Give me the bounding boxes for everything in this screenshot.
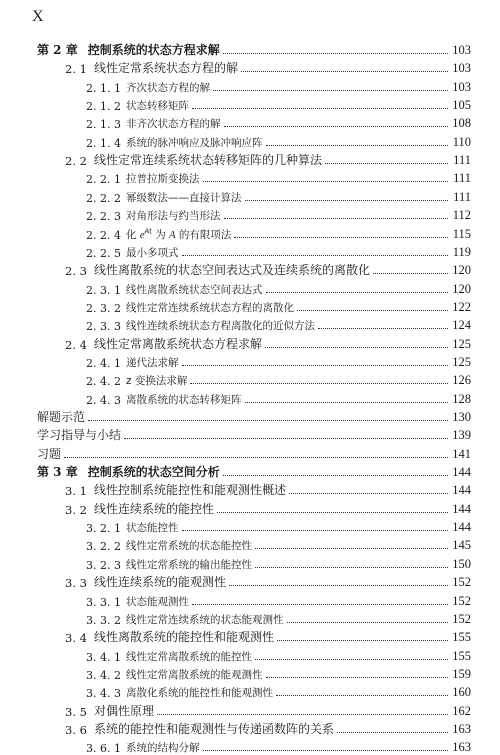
toc-entry-number: 3. 6 bbox=[65, 722, 87, 737]
dot-leader bbox=[182, 255, 449, 256]
toc-entry-title: 系统的脉冲响应及脉冲响应阵 bbox=[126, 136, 263, 149]
toc-page-number: 119 bbox=[452, 244, 471, 259]
toc-entry[interactable] bbox=[0, 113, 500, 131]
toc-entry-number: 3. 4. 1 bbox=[86, 650, 121, 664]
toc-entry[interactable] bbox=[0, 58, 500, 76]
toc-part[interactable] bbox=[0, 444, 500, 462]
toc-entry-number: 2. 4 bbox=[65, 337, 87, 352]
toc-entry-title: 非齐次状态方程的解 bbox=[126, 118, 221, 131]
toc-page-number: 152 bbox=[452, 611, 471, 626]
dot-leader bbox=[289, 493, 448, 494]
toc-entry[interactable] bbox=[0, 591, 500, 609]
toc-entry-title: 状态转移矩阵 bbox=[126, 100, 189, 113]
toc-entry-title: 学习指导与小结 bbox=[37, 428, 122, 443]
toc-entry[interactable] bbox=[0, 389, 500, 407]
toc-entry-number: 2. 2. 2 bbox=[86, 191, 121, 205]
toc-entry-number: 3. 2. 3 bbox=[86, 558, 121, 572]
dot-leader bbox=[229, 585, 448, 586]
dot-leader bbox=[277, 640, 448, 641]
toc-entry[interactable] bbox=[0, 701, 500, 719]
toc-page-number: 155 bbox=[452, 648, 471, 663]
toc-entry-number: 2. 3. 2 bbox=[86, 301, 121, 315]
dot-leader bbox=[64, 457, 448, 458]
dot-leader bbox=[255, 548, 448, 549]
toc-page-number: 144 bbox=[452, 520, 471, 535]
toc-page-number: 110 bbox=[452, 134, 471, 149]
dot-leader bbox=[297, 310, 448, 311]
dot-leader bbox=[318, 328, 448, 329]
toc-entry-number: 2. 2. 1 bbox=[86, 173, 121, 187]
dot-leader bbox=[190, 383, 448, 384]
toc-page-number: 163 bbox=[452, 740, 471, 755]
toc-entry-number: 3. 2 bbox=[65, 502, 87, 517]
toc-entry[interactable] bbox=[0, 499, 500, 517]
dot-leader bbox=[203, 750, 449, 751]
toc-entry-title: 线性离散系统的状态空间表达式及连续系统的离散化 bbox=[93, 263, 370, 278]
dot-leader bbox=[213, 90, 448, 91]
dot-leader bbox=[88, 420, 448, 421]
toc-entry[interactable] bbox=[0, 682, 500, 700]
dot-leader bbox=[266, 677, 449, 678]
toc-entry-number: 2. 1 bbox=[65, 62, 87, 77]
toc-entry[interactable] bbox=[0, 224, 500, 242]
toc-entry-number: 3. 2. 1 bbox=[86, 522, 121, 536]
toc-page-number: 160 bbox=[452, 685, 471, 700]
toc-page-number: 150 bbox=[452, 556, 471, 571]
dot-leader bbox=[266, 292, 449, 293]
toc-entry[interactable] bbox=[0, 609, 500, 627]
toc-entry-title: 线性定常系统状态方程的解 bbox=[93, 61, 238, 76]
toc-entry[interactable] bbox=[0, 480, 500, 498]
toc-page-number: 103 bbox=[452, 61, 471, 76]
toc-entry-title: 线性定常连续系统的状态能观测性 bbox=[126, 613, 284, 626]
toc-page-number: 155 bbox=[452, 630, 471, 645]
dot-leader bbox=[234, 237, 448, 238]
toc-entry[interactable] bbox=[0, 554, 500, 572]
toc-entry[interactable] bbox=[0, 627, 500, 645]
dot-leader bbox=[192, 108, 448, 109]
toc-page-number: 120 bbox=[452, 281, 471, 296]
toc-page-number: 144 bbox=[452, 501, 471, 516]
toc-entry-title: 线性连续系统的能观测性 bbox=[93, 575, 226, 590]
dot-leader bbox=[223, 53, 448, 54]
toc-part[interactable] bbox=[0, 425, 500, 443]
toc-entry-number: 3. 2. 2 bbox=[86, 540, 121, 554]
toc-entry[interactable] bbox=[0, 297, 500, 315]
toc-entry-title: 幂级数法——直接计算法 bbox=[126, 191, 242, 204]
toc-entry-title: 线性离散系统的能控性和能观测性 bbox=[93, 630, 274, 645]
toc-part[interactable] bbox=[0, 407, 500, 425]
toc-entry-title: 系统的能控性和能观测性与传递函数阵的关系 bbox=[93, 721, 334, 736]
toc-page-number: 139 bbox=[452, 428, 471, 443]
toc-entry-title: 解题示范 bbox=[37, 410, 86, 424]
toc-page-number: 105 bbox=[452, 98, 471, 113]
toc-entry-title: z 变换法求解 bbox=[126, 375, 188, 388]
toc-entry[interactable] bbox=[0, 205, 500, 223]
toc-entry[interactable] bbox=[0, 334, 500, 352]
dot-leader bbox=[217, 512, 448, 513]
toc-entry-title: 齐次状态方程的解 bbox=[126, 81, 210, 94]
dot-leader bbox=[182, 530, 449, 531]
toc-entry-number: 3. 6. 1 bbox=[86, 742, 121, 755]
toc-page-number: 163 bbox=[452, 721, 471, 736]
toc-entry-title: 线性定常系统的状态能控性 bbox=[126, 540, 252, 553]
toc-entry-number: 2. 2 bbox=[65, 154, 87, 169]
toc-entry-number: 2. 3. 1 bbox=[86, 283, 121, 297]
toc-entry[interactable] bbox=[0, 352, 500, 370]
toc-entry-title: 化 $e^{At}$ 为 A 的有限项法 bbox=[126, 227, 232, 241]
toc-entry-title: 线性控制系统能控性和能观测性概述 bbox=[93, 483, 286, 498]
toc-entry-number: 3. 5 bbox=[65, 704, 87, 719]
toc-entry[interactable] bbox=[0, 187, 500, 205]
toc-entry-number: 2. 1. 2 bbox=[86, 100, 121, 114]
dot-leader bbox=[325, 163, 448, 164]
toc-entry[interactable] bbox=[0, 646, 500, 664]
toc-page-number: 159 bbox=[452, 666, 471, 681]
toc-entry-number: 3. 4. 2 bbox=[86, 668, 121, 682]
dot-leader bbox=[124, 438, 448, 439]
toc-entry-title: 最小多项式 bbox=[126, 246, 179, 259]
toc-entry-number: 2. 1. 4 bbox=[86, 136, 121, 150]
dot-leader bbox=[245, 402, 449, 403]
toc-page-number: 111 bbox=[453, 153, 471, 168]
toc-entry[interactable] bbox=[0, 95, 500, 113]
toc-entry[interactable] bbox=[0, 517, 500, 535]
toc-entry-title: 递代法求解 bbox=[126, 356, 179, 369]
toc-chapter[interactable] bbox=[0, 40, 500, 58]
toc-entry[interactable] bbox=[0, 737, 500, 755]
page-number-header: X bbox=[32, 8, 44, 25]
toc-entry-number: 2. 2. 4 bbox=[86, 228, 121, 242]
toc-entry-title: 控制系统的状态空间分析 bbox=[87, 465, 220, 480]
toc-entry-title: 状态能控性 bbox=[126, 522, 179, 535]
toc-page-number: 141 bbox=[452, 446, 471, 461]
toc-page-number: 144 bbox=[452, 483, 471, 498]
toc-entry-number: 2. 1. 3 bbox=[86, 118, 121, 132]
toc-entry-number: 3. 4 bbox=[65, 631, 87, 646]
toc-entry-title: 习题 bbox=[37, 446, 62, 461]
toc-entry[interactable] bbox=[0, 77, 500, 95]
dot-leader bbox=[287, 622, 449, 623]
dot-leader bbox=[255, 659, 448, 660]
dot-leader bbox=[337, 732, 448, 733]
toc-entry-title: 对角形法与约当形法 bbox=[126, 210, 221, 223]
toc-entry-title: 线性定常离散系统的能控性 bbox=[126, 650, 252, 663]
toc-entry-number: 2. 4. 1 bbox=[86, 356, 121, 370]
toc-entry-number: 2. 1. 1 bbox=[86, 81, 121, 95]
toc-entry-number: 2. 2. 3 bbox=[86, 210, 121, 224]
toc-entry-number: 2. 3 bbox=[65, 264, 87, 279]
toc-entry-title: 线性连续系统的能控性 bbox=[93, 501, 214, 516]
toc-entry-title: 离散化系统的能控性和能观测性 bbox=[126, 687, 273, 700]
toc-entry-title: 线性连续系统状态方程离散化的近似方法 bbox=[126, 320, 315, 333]
toc-entry-title: 线性定常连续系统状态方程的离散化 bbox=[126, 301, 294, 314]
toc-page-number: 122 bbox=[452, 299, 471, 314]
toc-entry[interactable] bbox=[0, 132, 500, 150]
dot-leader bbox=[266, 145, 449, 146]
toc-entry-title: 线性定常连续系统状态转移矩阵的几种算法 bbox=[93, 153, 322, 168]
toc-entry-number: 3. 3. 2 bbox=[86, 613, 121, 627]
toc-page-number: 152 bbox=[452, 593, 471, 608]
toc-entry-title: 系统的结构分解 bbox=[126, 742, 200, 755]
toc-page-number: 152 bbox=[452, 575, 471, 590]
toc-page-number: 108 bbox=[452, 116, 471, 131]
toc-entry[interactable] bbox=[0, 260, 500, 278]
toc-entry-title: 线性定常系统的输出能控性 bbox=[126, 558, 252, 571]
toc-page-number: 115 bbox=[452, 226, 471, 241]
toc-page-number: 111 bbox=[453, 189, 471, 204]
toc-page-number: 125 bbox=[452, 336, 471, 351]
dot-leader bbox=[224, 126, 449, 127]
dot-leader bbox=[276, 695, 448, 696]
toc-entry[interactable] bbox=[0, 535, 500, 553]
toc-entry-number: 2. 3. 3 bbox=[86, 320, 121, 334]
dot-leader bbox=[241, 71, 448, 72]
toc-entry[interactable] bbox=[0, 242, 500, 260]
toc-entry[interactable] bbox=[0, 150, 500, 168]
toc-entry-number: 3. 3 bbox=[65, 576, 87, 591]
toc-page-number: 120 bbox=[452, 263, 471, 278]
dot-leader bbox=[182, 365, 449, 366]
dot-leader bbox=[192, 604, 448, 605]
toc-page-number: 112 bbox=[452, 208, 471, 223]
dot-leader bbox=[255, 567, 448, 568]
toc-page-number: 111 bbox=[453, 171, 471, 186]
dot-leader bbox=[373, 273, 448, 274]
toc-entry-number: 2. 4. 3 bbox=[86, 393, 121, 407]
toc-page-number: 144 bbox=[452, 465, 471, 480]
toc-entry[interactable] bbox=[0, 664, 500, 682]
toc-page-number: 124 bbox=[452, 318, 471, 333]
toc-entry-title: 控制系统的状态方程求解 bbox=[87, 43, 220, 57]
toc-entry[interactable] bbox=[0, 572, 500, 590]
dot-leader bbox=[245, 200, 449, 201]
toc-entry-number: 3. 3. 1 bbox=[86, 595, 121, 609]
toc-entry[interactable] bbox=[0, 168, 500, 186]
toc-page-number: 126 bbox=[452, 373, 471, 388]
toc-entry-number: 第 3 章 bbox=[37, 465, 78, 480]
toc-entry-number: 第 2 章 bbox=[37, 43, 78, 57]
dot-leader bbox=[224, 218, 449, 219]
toc-entry[interactable] bbox=[0, 315, 500, 333]
toc-page-number: 128 bbox=[452, 391, 471, 406]
toc-page-number: 103 bbox=[452, 79, 471, 94]
toc-entry-title: 拉普拉斯变换法 bbox=[126, 173, 200, 186]
toc-entry[interactable] bbox=[0, 279, 500, 297]
toc-entry-title: 线性定常离散系统状态方程求解 bbox=[93, 336, 262, 351]
toc-entry-number: 2. 2. 5 bbox=[86, 246, 121, 260]
toc-entry[interactable] bbox=[0, 370, 500, 388]
toc-entry-number: 3. 1 bbox=[65, 484, 87, 499]
toc-entry-title: 状态能观测性 bbox=[126, 595, 189, 608]
toc-entry[interactable] bbox=[0, 719, 500, 737]
toc-entry-number: 2. 4. 2 bbox=[86, 375, 121, 389]
dot-leader bbox=[157, 714, 448, 715]
toc-entry-title: 线性离散系统状态空间表达式 bbox=[126, 283, 263, 296]
toc-chapter[interactable] bbox=[0, 462, 500, 480]
toc-page-number: 130 bbox=[452, 410, 471, 424]
toc-page-number: 145 bbox=[452, 538, 471, 553]
dot-leader bbox=[265, 347, 448, 348]
toc-entry-title: 线性定常离散系统的能观测性 bbox=[126, 668, 263, 681]
dot-leader bbox=[223, 475, 448, 476]
dot-leader bbox=[203, 181, 449, 182]
toc-page-number: 162 bbox=[452, 703, 471, 718]
toc-page-number: 103 bbox=[452, 43, 471, 57]
toc-entry-number: 3. 4. 3 bbox=[86, 687, 121, 701]
toc-page-number: 125 bbox=[452, 354, 471, 369]
toc-entry-title: 离散系统的状态转移矩阵 bbox=[126, 393, 242, 406]
toc-entry-title: 对偶性原理 bbox=[93, 703, 154, 718]
